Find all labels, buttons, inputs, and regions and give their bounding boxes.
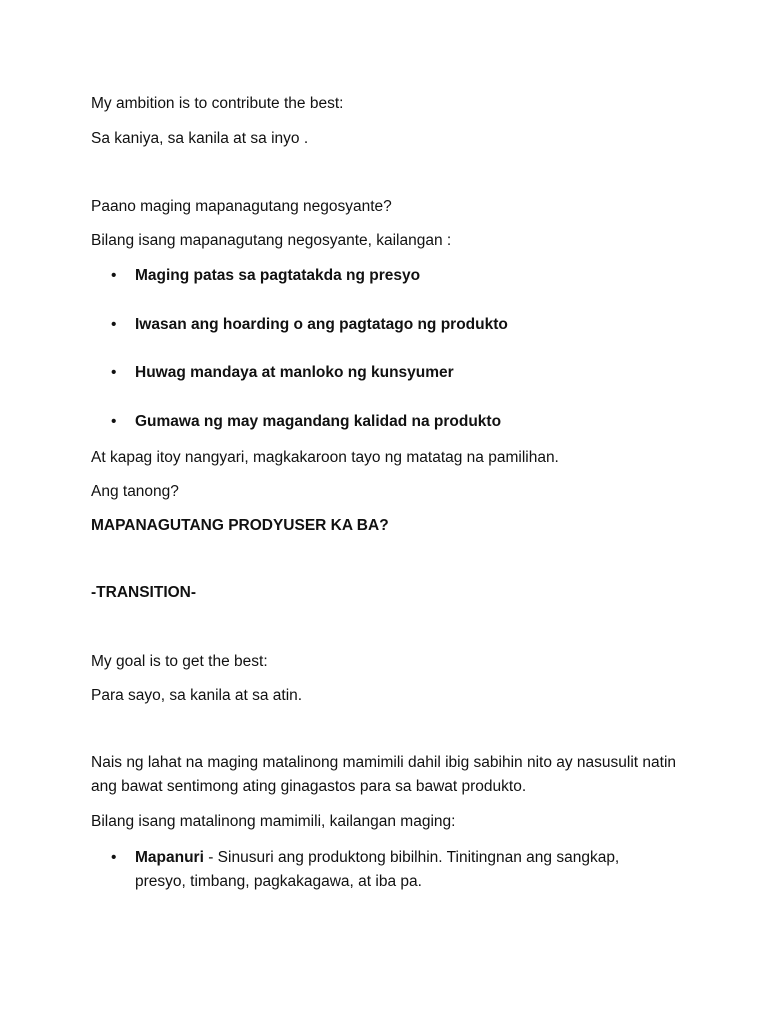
heading-question: MAPANAGUTANG PRODYUSER KA BA?	[91, 517, 389, 534]
text-line: My goal is to get the best:	[91, 653, 268, 670]
text-line: Bilang isang matalinong mamimili, kailangan maging:	[91, 813, 456, 830]
list-item-text: Maging patas sa pagtatakda ng presyo	[135, 267, 421, 284]
list-item-term: Mapanuri	[135, 849, 204, 866]
bullet-icon: •	[111, 849, 117, 866]
text-line: Bilang isang mapanagutang negosyante, kailangan :	[91, 232, 452, 249]
text-line: At kapag itoy nangyari, magkakaroon tayo ng matatag na pamilihan.	[91, 449, 559, 466]
list-item-text	[111, 846, 671, 894]
text-line: Paano maging mapanagutang negosyante?	[91, 198, 392, 215]
bullet-icon: •	[111, 413, 117, 430]
list-item-text: Iwasan ang hoarding o ang pagtatago ng produkto	[135, 316, 508, 333]
bullet-icon: •	[111, 316, 117, 333]
list-item-text: Huwag mandaya at manloko ng kunsyumer	[135, 364, 454, 381]
list-item-text: Gumawa ng may magandang kalidad na produkto	[135, 413, 502, 430]
bullet-icon: •	[111, 364, 117, 381]
text-line: Sa kaniya, sa kanila at sa inyo .	[91, 130, 309, 147]
list-item-description: - Sinusuri ang produktong bibilhin. Tinitingnan ang sangkap, presyo, timbang, pagkakagawa, at iba pa.	[135, 849, 620, 890]
text-line: Ang tanong?	[91, 483, 179, 500]
list-item	[111, 846, 671, 894]
bullet-icon: •	[111, 267, 117, 284]
transition-heading: -TRANSITION-	[91, 584, 197, 601]
text-line: My ambition is to contribute the best:	[91, 95, 344, 112]
paragraph: Nais ng lahat na maging matalinong mamimili dahil ibig sabihin nito ay nasusulit natin ang bawat sentimong ating ginagastos para sa bawat produkto.	[91, 754, 677, 795]
text-line: Para sayo, sa kanila at sa atin.	[91, 687, 303, 704]
